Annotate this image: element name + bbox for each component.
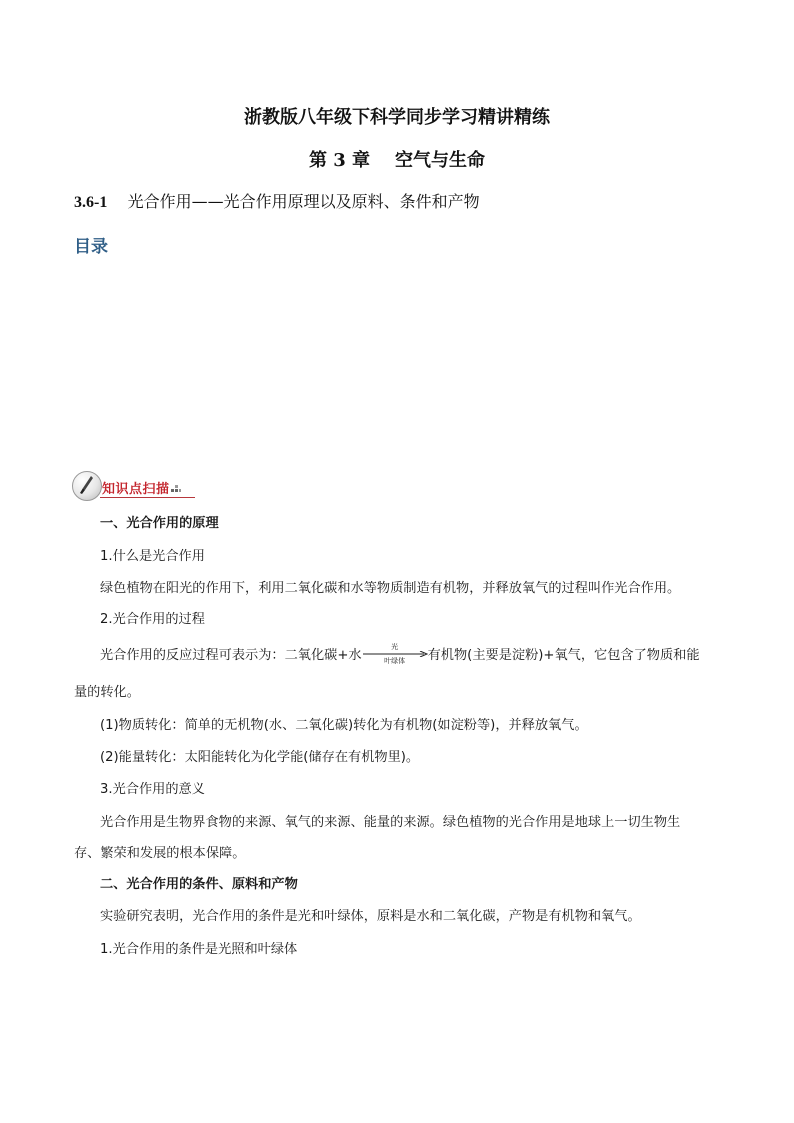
item-conditions: 1.光合作用的条件是光照和叶绿体 <box>100 942 298 957</box>
paragraph-conditions: 实验研究表明，光合作用的条件是光和叶绿体，原料是水和二氧化碳，产物是有机物和氧气。 <box>100 909 641 924</box>
item-energy-conversion: (2)能量转化：太阳能转化为化学能(储存在有机物里)。 <box>100 750 420 765</box>
equation-left: 光合作用的反应过程可表示为：二氧化碳+水 <box>100 648 362 663</box>
arrow-condition-light: 光 <box>391 643 399 651</box>
paragraph-significance-2: 存、繁荣和发展的根本保障。 <box>74 846 246 861</box>
toc-heading: 目录 <box>74 237 108 257</box>
knowledge-scan-badge <box>70 470 198 504</box>
subheading-significance: 3.光合作用的意义 <box>100 782 205 797</box>
badge-label: 知识点扫描 <box>102 482 170 497</box>
document-title: 浙教版八年级下科学同步学习精讲精练 <box>244 107 550 128</box>
equation-right: 有机物(主要是淀粉)+氧气，它包含了物质和能 <box>427 648 700 663</box>
reaction-arrow <box>362 645 428 665</box>
item-material-conversion: (1)物质转化：简单的无机物(水、二氧化碳)转化为有机物(如淀粉等)，并释放氧气。 <box>100 718 588 733</box>
section-heading <box>74 189 480 212</box>
subheading-process: 2.光合作用的过程 <box>100 612 205 627</box>
heading-principle: 一、光合作用的原理 <box>100 516 219 531</box>
paragraph-significance-1: 光合作用是生物界食物的来源、氧气的来源、能量的来源。绿色植物的光合作用是地球上一切生物生 <box>100 815 681 830</box>
brush-icon <box>72 471 102 501</box>
badge-underline <box>100 497 195 498</box>
paragraph-definition: 绿色植物在阳光的作用下，利用二氧化碳和水等物质制造有机物，并释放氧气的过程叫作光合作用。 <box>100 581 681 596</box>
heading-conditions: 二、光合作用的条件、原料和产物 <box>100 877 298 892</box>
paragraph-equation-cont: 量的转化。 <box>74 685 140 700</box>
chapter-title: 第 3 章 空气与生命 <box>308 150 486 171</box>
subheading-what-is: 1.什么是光合作用 <box>100 549 205 564</box>
section-number: 3.6-1 <box>74 194 108 211</box>
section-title-text: 光合作用——光合作用原理以及原料、条件和产物 <box>127 192 480 211</box>
arrow-condition-chloroplast: 叶绿体 <box>384 657 406 665</box>
decorative-squares-icon <box>171 484 181 494</box>
paragraph-equation <box>100 645 700 666</box>
